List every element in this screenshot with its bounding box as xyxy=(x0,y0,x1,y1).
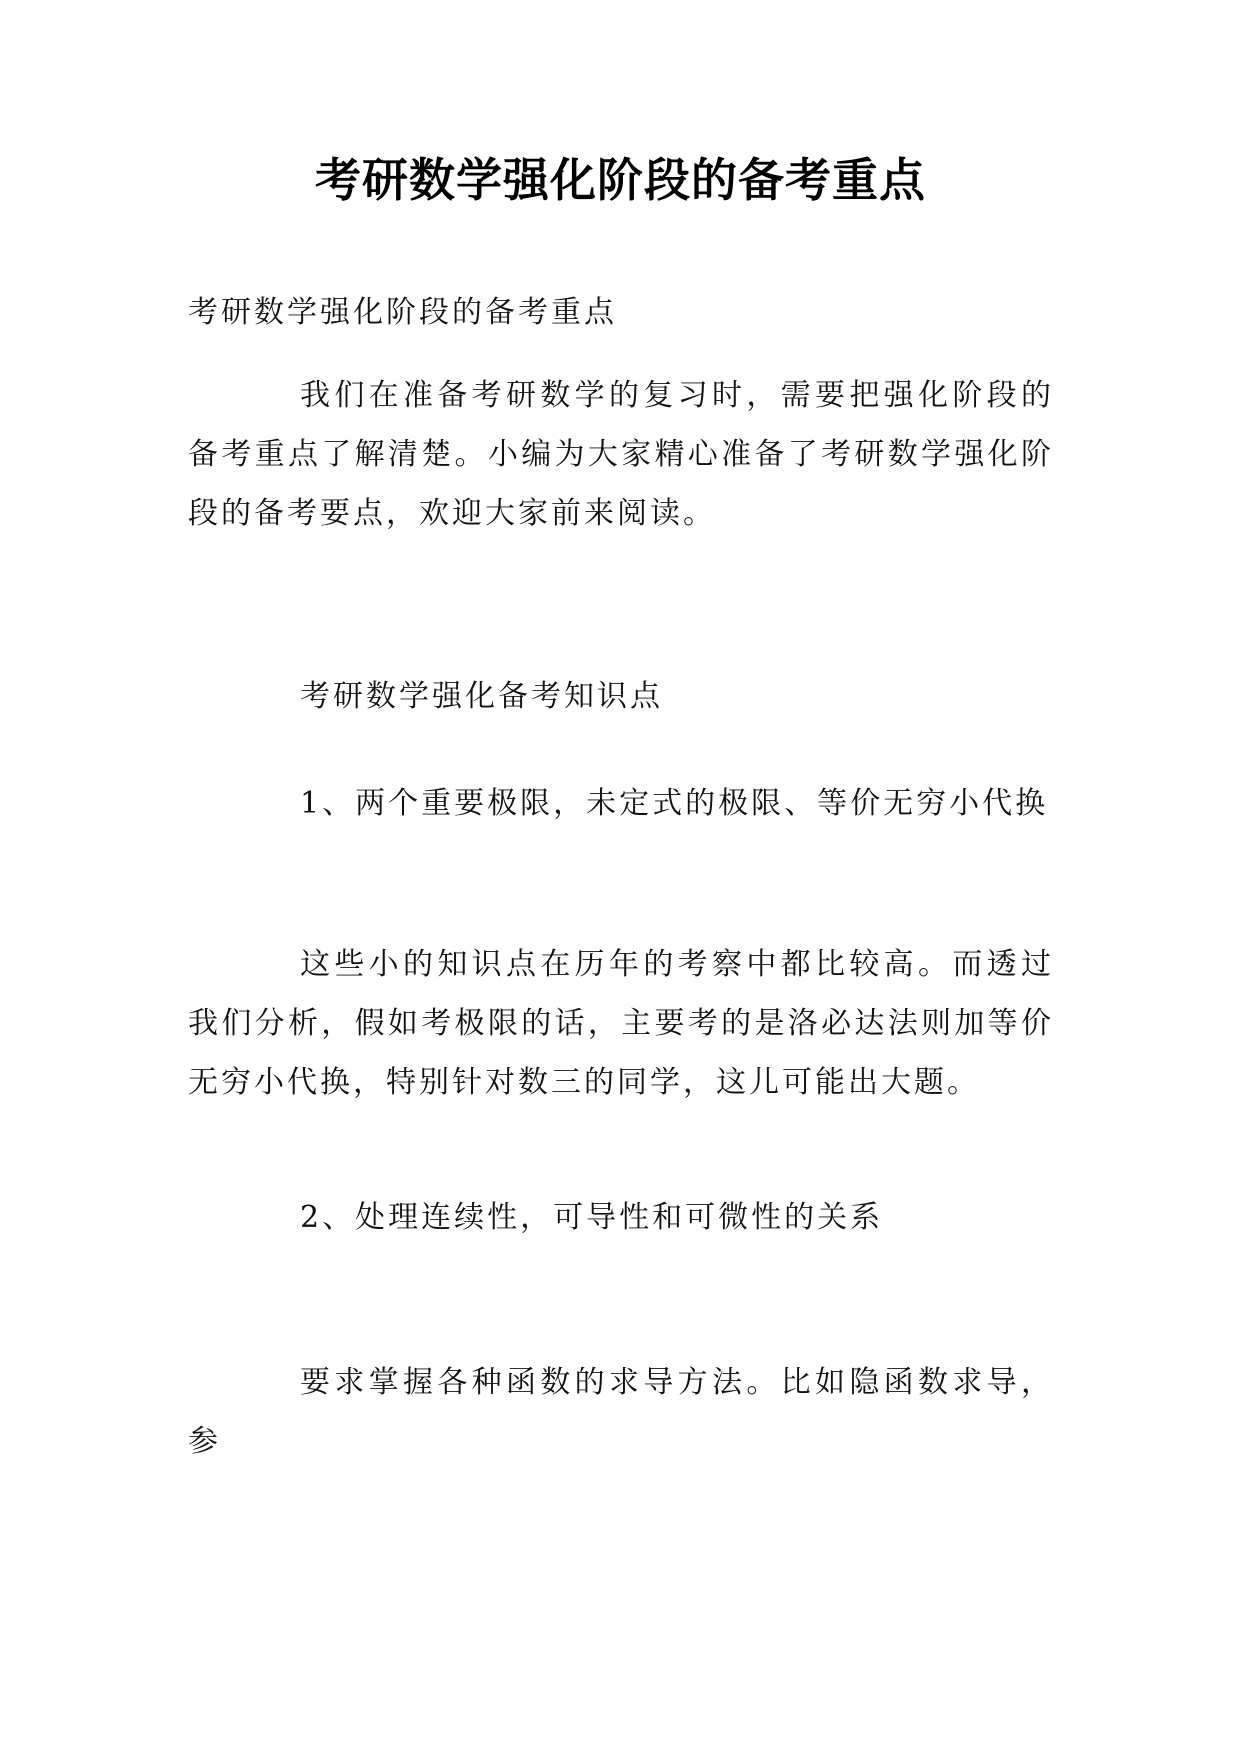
document-subtitle: 考研数学强化阶段的备考重点 xyxy=(188,295,617,330)
point-2-paragraph: 要求掌握各种函数的求导方法。比如隐函数求导，参 xyxy=(188,1365,1054,1459)
document-title: 考研数学强化阶段的备考重点 xyxy=(315,153,926,207)
point-1-paragraph: 这些小的知识点在历年的考察中都比较高。而透过我们分析，假如考极限的话，主要考的是洛必达法则加等价无穷小代换，特别针对数三的同学，这儿可能出大题。 xyxy=(188,947,1054,1100)
point-2-heading: 2、处理连续性，可导性和可微性的关系 xyxy=(300,1200,884,1235)
intro-paragraph: 我们在准备考研数学的复习时，需要把强化阶段的备考重点了解清楚。小编为大家精心准备了考研数学强化阶段的备考要点，欢迎大家前来阅读。 xyxy=(188,378,1054,531)
section-heading: 考研数学强化备考知识点 xyxy=(300,679,663,714)
point-1-heading: 1、两个重要极限，未定式的极限、等价无穷小代换 xyxy=(300,786,1049,821)
